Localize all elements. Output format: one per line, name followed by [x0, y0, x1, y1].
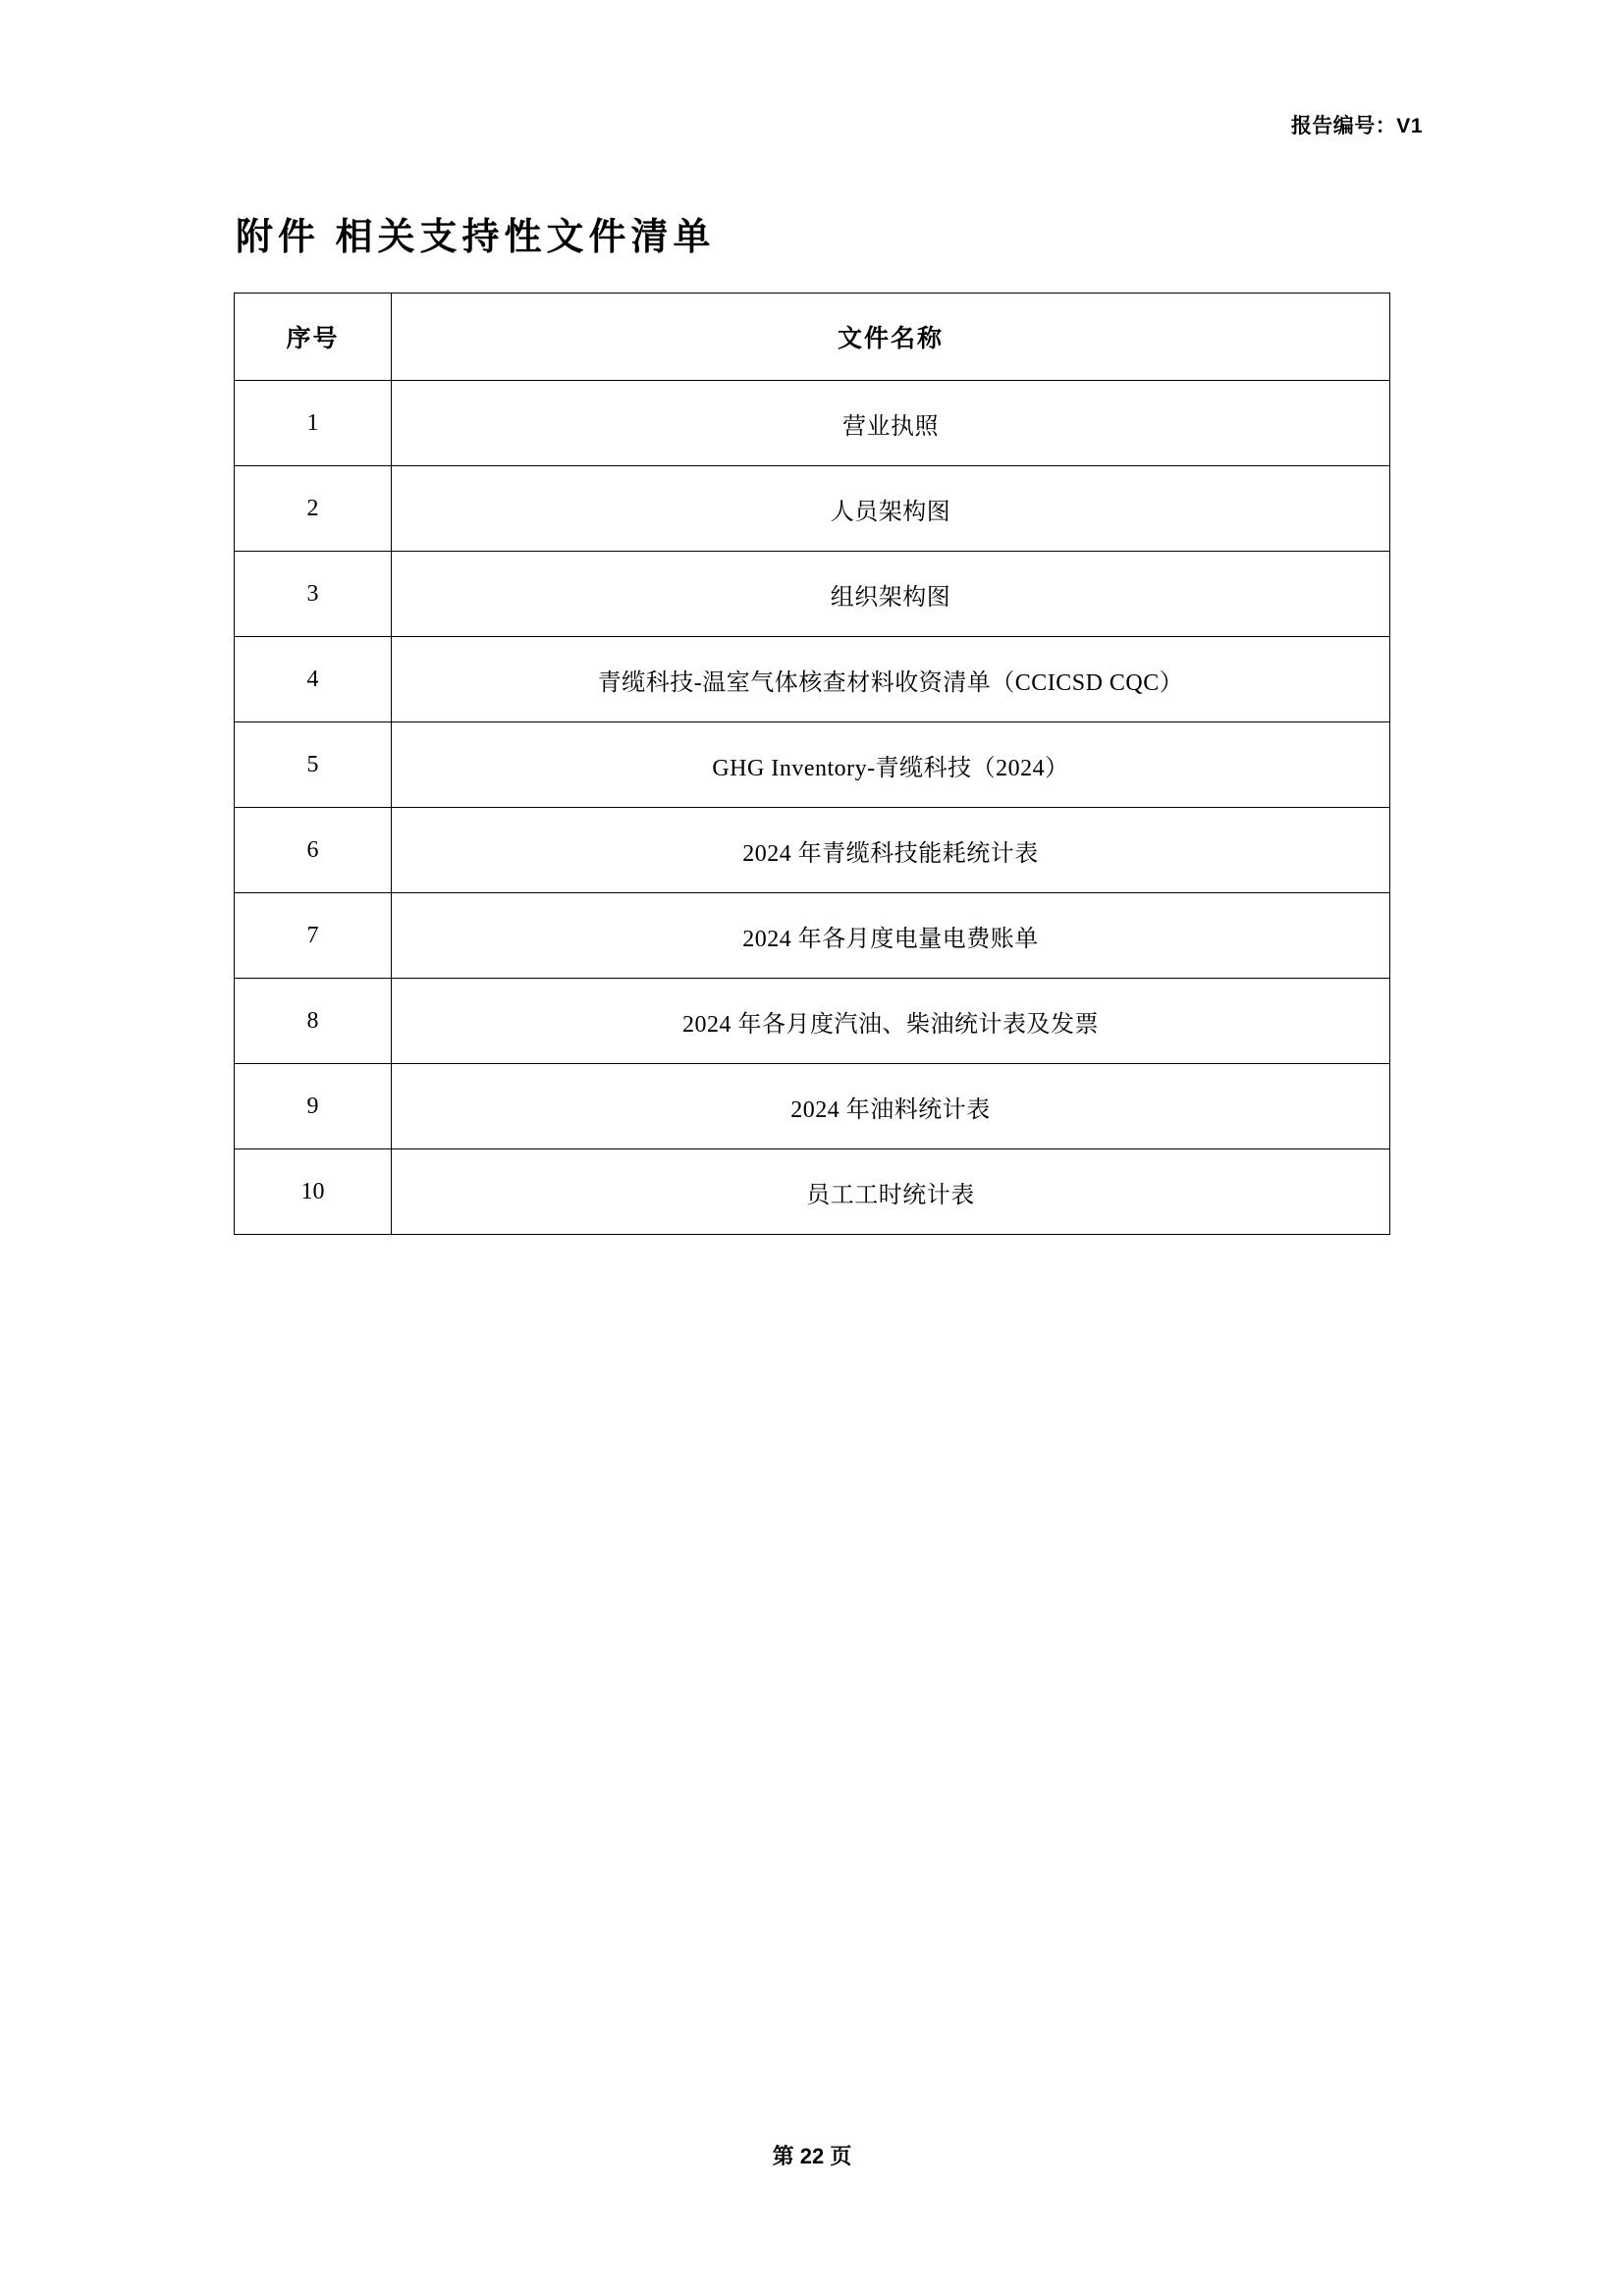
- row-filename: 2024 年油料统计表: [392, 1064, 1390, 1149]
- report-number-text: 报告编号：V1: [1290, 115, 1423, 137]
- table-row: [235, 1064, 1390, 1149]
- page-title: 附件 相关支持性文件清单: [236, 217, 716, 259]
- row-filename: 2024 年各月度电量电费账单: [392, 893, 1390, 979]
- table-row: [235, 893, 1390, 979]
- row-index: 6: [235, 808, 392, 893]
- row-index: 4: [235, 637, 392, 722]
- row-index: 8: [235, 979, 392, 1064]
- report-number-header: [1291, 110, 1423, 139]
- table-body: [235, 381, 1390, 1235]
- row-filename: 组织架构图: [392, 552, 1390, 637]
- row-index: 9: [235, 1064, 392, 1149]
- supporting-documents-table-wrapper: [234, 293, 1390, 1235]
- table-row: [235, 552, 1390, 637]
- column-header-index: 序号: [235, 294, 392, 381]
- table-row: [235, 466, 1390, 552]
- table-header-row: [235, 294, 1390, 381]
- row-index: 2: [235, 466, 392, 552]
- table-row: [235, 808, 1390, 893]
- row-filename: 员工工时统计表: [392, 1149, 1390, 1235]
- column-header-filename: 文件名称: [392, 294, 1390, 381]
- row-filename: GHG Inventory-青缆科技（2024）: [392, 722, 1390, 808]
- row-filename: 人员架构图: [392, 466, 1390, 552]
- row-index: 3: [235, 552, 392, 637]
- table-row: [235, 722, 1390, 808]
- row-filename: 营业执照: [392, 381, 1390, 466]
- row-index: 1: [235, 381, 392, 466]
- row-filename: 2024 年各月度汽油、柴油统计表及发票: [392, 979, 1390, 1064]
- row-index: 5: [235, 722, 392, 808]
- row-index: 10: [235, 1149, 392, 1235]
- table-row: [235, 1149, 1390, 1235]
- row-index: 7: [235, 893, 392, 979]
- table-row: [235, 637, 1390, 722]
- row-filename: 青缆科技-温室气体核查材料收资清单（CCICSD CQC）: [392, 637, 1390, 722]
- page-number: 第 22 页: [772, 2144, 852, 2168]
- table-row: [235, 381, 1390, 466]
- supporting-documents-table: [234, 293, 1390, 1235]
- table-row: [235, 979, 1390, 1064]
- page-footer: [0, 2140, 1624, 2170]
- row-filename: 2024 年青缆科技能耗统计表: [392, 808, 1390, 893]
